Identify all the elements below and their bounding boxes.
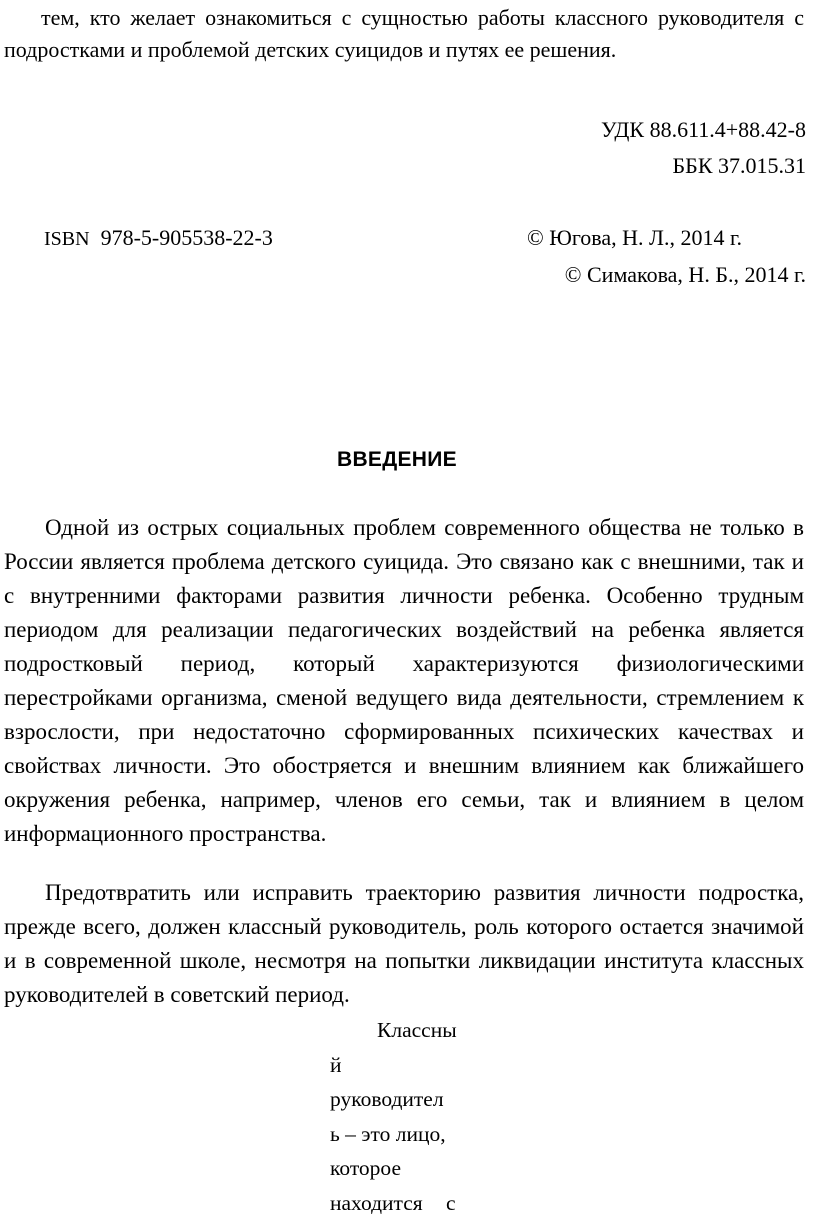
column-line: находится с (330, 1186, 480, 1220)
bbk-code: ББК 37.015.31 (673, 153, 806, 179)
column-line: й (330, 1048, 480, 1083)
column-line: ь – это лицо, (330, 1117, 480, 1152)
body-paragraph-2: Предотвратить или исправить траекторию развития личности подростка, прежде всего, должен классный руководитель, роль которого остается значимой и в современной школе, несмотря на попытки ликвидации института классных руководителей в советский период. (4, 876, 804, 1012)
narrow-text-column (330, 1013, 480, 1220)
column-line: которое (330, 1151, 480, 1186)
intro-text: тем, кто желает ознакомиться с сущностью работы классного руководителя с подростками и проблемой детских суицидов и путях ее решения. (4, 5, 804, 62)
copyright-line-2: © Симакова, Н. Б., 2014 г. (565, 262, 806, 288)
intro-paragraph (4, 2, 804, 66)
isbn-number: 978-5-905538-22-3 (101, 225, 273, 250)
body-paragraph-1: Одной из острых социальных проблем современного общества не только в России является проблема детского суицида. Это связано как с внешними, так и с внутренними факторами развития личности ребенка. Особенно трудным периодом для реализации педагогических воздействий на ребенка является подростковый период, который характеризуются физиологическими перестройками организма, сменой ведущего вида деятельности, стремлением к взрослости, при недостаточно сформированных психических качествах и свойствах личности. Это обостряется и внешним влиянием как ближайшего окружения ребенка, например, членов его семьи, так и влиянием в целом информационного пространства. (4, 511, 804, 851)
column-line: руководител (330, 1082, 480, 1117)
section-heading: ВВЕДЕНИЕ (0, 448, 794, 472)
udk-code: УДК 88.611.4+88.42-8 (601, 117, 806, 143)
isbn-label: ISBN (44, 228, 90, 250)
column-line: Классны (330, 1013, 480, 1048)
copyright-line-1: © Югова, Н. Л., 2014 г. (527, 225, 742, 251)
isbn-line (44, 225, 273, 251)
